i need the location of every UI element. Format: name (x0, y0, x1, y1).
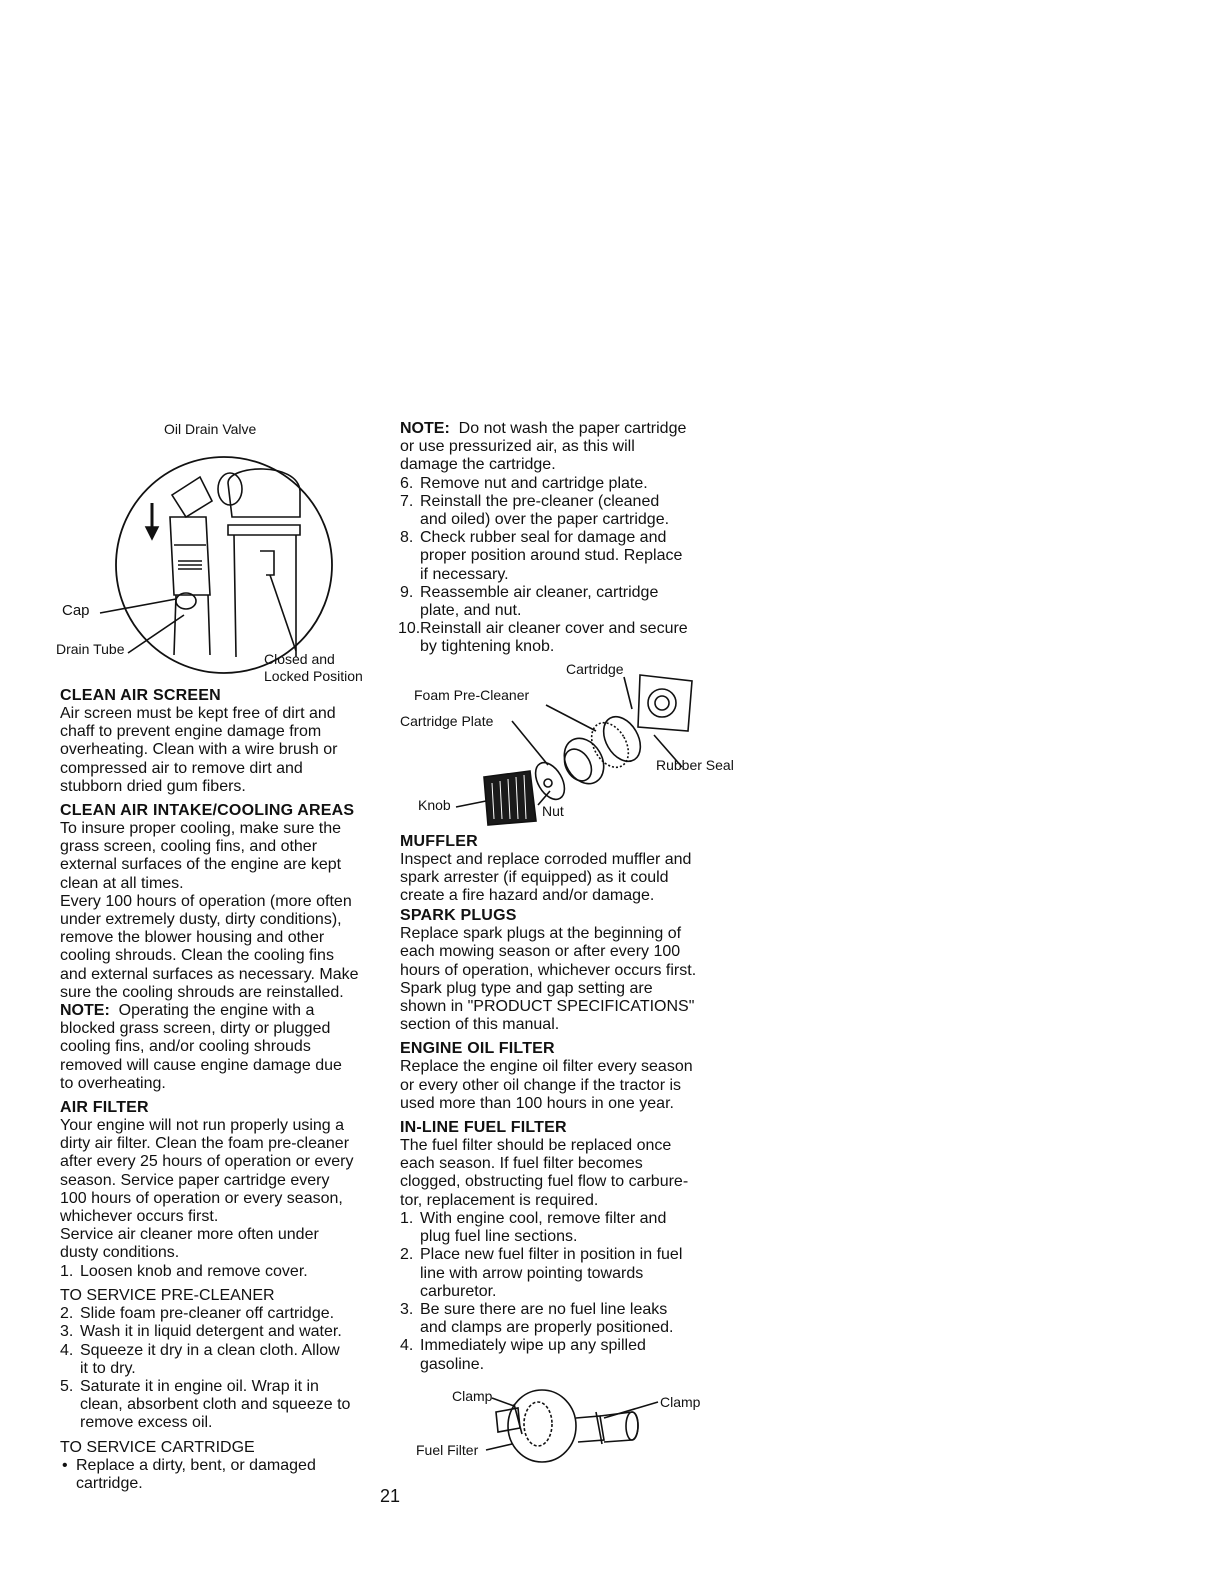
list-item (400, 493, 735, 529)
step-number: 3. (400, 1300, 414, 1318)
clamp-right-label: Clamp (660, 1393, 701, 1410)
note-label: NOTE: (400, 420, 450, 437)
text-line: section of this manual. (400, 1016, 560, 1034)
text-line: Loosen knob and remove cover. (80, 1262, 308, 1280)
list-item (400, 1210, 735, 1246)
text-line: Spark plug type and gap setting are (400, 979, 653, 997)
text-line: plug fuel line sections. (420, 1228, 578, 1246)
text-line: spark arrester (if equipped) as it could (400, 868, 669, 886)
oil-drain-valve-figure (56, 421, 390, 685)
list-item (60, 1457, 390, 1493)
text-line: Squeeze it dry in a clean cloth. Allow (80, 1341, 340, 1359)
text-line: and oiled) over the paper cartridge. (420, 511, 670, 529)
text-line: overheating. Clean with a wire brush or (60, 741, 338, 759)
rubber-seal-label: Rubber Seal (656, 756, 734, 773)
text-line: cartridge. (76, 1474, 143, 1492)
air-cleaner-figure (400, 657, 735, 827)
fuel-filter-step-list (400, 1210, 735, 1374)
cap-label: Cap (62, 602, 90, 619)
text-line: blocked grass screen, dirty or plugged (60, 1020, 331, 1038)
spark-plugs-heading: SPARK PLUGS (400, 907, 517, 925)
text-line: Immediately wipe up any spilled (420, 1337, 646, 1355)
locked-position-label: Locked Position (264, 668, 363, 684)
air-filter-step-list (60, 1263, 390, 1281)
cartridge-bullet-list (60, 1457, 390, 1493)
cartridge-label: Cartridge (566, 660, 624, 677)
left-column (56, 421, 390, 1493)
air-cleaner-step-list (400, 475, 735, 657)
text-line: hours of operation, whichever occurs first. (400, 961, 697, 979)
text-line: Reinstall the pre-cleaner (cleaned (420, 492, 660, 510)
step-number: 2. (60, 1305, 74, 1323)
text-line: Air screen must be kept free of dirt and (60, 705, 336, 722)
text-line: under extremely dusty, dirty conditions), (60, 911, 342, 929)
engine-oil-filter-heading: ENGINE OIL FILTER (400, 1040, 555, 1058)
text-line: Replace spark plugs at the beginning of (400, 925, 682, 943)
closed-and-label: Closed and (264, 651, 335, 667)
text-line: create a fire hazard and/or damage. (400, 887, 655, 905)
text-line: To insure proper cooling, make sure the (60, 820, 342, 838)
step-number: 4. (60, 1341, 74, 1359)
text-line: each mowing season or after every 100 (400, 943, 681, 961)
text-line: whichever occurs first. (60, 1208, 219, 1226)
text-line: line with arrow pointing towards (420, 1264, 644, 1282)
nut-label: Nut (542, 802, 564, 819)
fuel-filter-figure (400, 1378, 735, 1478)
list-item (60, 1305, 390, 1323)
text-line: Be sure there are no fuel line leaks (420, 1300, 668, 1318)
text-line: chaff to prevent engine damage from (60, 723, 322, 741)
text-line: cooling fins, and/or cooling shrouds (60, 1038, 311, 1056)
engine-oil-filter-paragraph (400, 1058, 735, 1113)
overheating-note (60, 1002, 390, 1093)
foam-pre-cleaner-label: Foam Pre-Cleaner (414, 686, 530, 703)
cartridge-plate-label: Cartridge Plate (400, 712, 494, 729)
service-pre-cleaner-heading: TO SERVICE PRE-CLEANER (60, 1286, 275, 1304)
text-line: clean, absorbent cloth and squeeze to (80, 1396, 351, 1414)
text-line: grass screen, cooling fins, and other (60, 838, 318, 856)
text-line: after every 25 hours of operation or every (60, 1153, 354, 1171)
text-line: Every 100 hours of operation (more often (60, 892, 352, 910)
text-line: cooling shrouds. Clean the cooling fins (60, 947, 334, 965)
text-line: Reassemble air cleaner, cartridge (420, 583, 659, 601)
text-line: dirty air filter. Clean the foam pre-cleaner (60, 1135, 350, 1153)
text-line: each season. If fuel filter becomes (400, 1155, 643, 1173)
fuel-filter-paragraph (400, 1137, 735, 1210)
list-item (400, 1301, 735, 1337)
text-line: Service air cleaner more often under (60, 1226, 319, 1244)
text-line: carburetor. (420, 1282, 497, 1300)
text-line: removed will cause engine damage due (60, 1056, 342, 1074)
text-line: The fuel filter should be replaced once (400, 1137, 672, 1155)
paper-cartridge-note (400, 420, 735, 475)
service-cartridge-heading: TO SERVICE CARTRIDGE (60, 1438, 255, 1456)
step-number: 3. (60, 1323, 74, 1341)
list-item (400, 529, 735, 584)
text-line: clean at all times. (60, 874, 184, 892)
text-line: Remove nut and cartridge plate. (420, 474, 648, 492)
text-line: shown in "PRODUCT SPECIFICATIONS" (400, 998, 695, 1016)
text-line: proper position around stud. Replace (420, 547, 683, 565)
step-number: 5. (60, 1377, 74, 1395)
text-line: Your engine will not run properly using a (60, 1117, 345, 1135)
list-item (60, 1342, 390, 1378)
text-line: clogged, obstructing fuel flow to carbure- (400, 1173, 689, 1191)
text-line: With engine cool, remove filter and (420, 1209, 667, 1227)
list-item (400, 475, 735, 493)
text-line: Saturate it in engine oil. Wrap it in (80, 1377, 319, 1395)
step-number: 2. (400, 1246, 414, 1264)
in-line-fuel-filter-heading: IN-LINE FUEL FILTER (400, 1119, 567, 1137)
text-line: sure the cooling shrouds are reinstalled. (60, 983, 344, 1001)
list-item (400, 1246, 735, 1301)
drain-tube-label: Drain Tube (56, 641, 125, 657)
text-line: Wash it in liquid detergent and water. (80, 1323, 342, 1341)
oil-drain-valve-label: Oil Drain Valve (164, 421, 257, 437)
clamp-left-label: Clamp (452, 1387, 493, 1404)
text-line: and clamps are properly positioned. (420, 1319, 674, 1337)
text-line: dusty conditions. (60, 1244, 180, 1262)
fuel-filter-label: Fuel Filter (416, 1441, 479, 1458)
text-line: Check rubber seal for damage and (420, 529, 667, 547)
clean-air-intake-heading: CLEAN AIR INTAKE/COOLING AREAS (60, 802, 355, 820)
air-filter-paragraph-1 (60, 1117, 390, 1226)
step-number: 7. (400, 492, 414, 510)
air-filter-paragraph-2 (60, 1226, 390, 1262)
text-line: used more than 100 hours in one year. (400, 1094, 674, 1112)
text-line: and external surfaces as necessary. Make (60, 965, 359, 983)
text-line: 100 hours of operation or every season, (60, 1189, 343, 1207)
list-item (400, 584, 735, 620)
text-line: Inspect and replace corroded muffler and (400, 850, 692, 868)
text-line: to overheating. (60, 1074, 166, 1092)
text-line: damage the cartridge. (400, 456, 556, 474)
list-item (60, 1263, 390, 1281)
knob-label: Knob (418, 796, 451, 813)
list-item (60, 1378, 390, 1433)
step-number: 8. (400, 529, 414, 547)
text-line: or use pressurized air, as this will (400, 438, 635, 456)
text-line: stubborn dried gum fibers. (60, 777, 246, 795)
text-line: Operating the engine with a (118, 1002, 315, 1020)
text-line: compressed air to remove dirt and (60, 759, 303, 777)
list-item (400, 1337, 735, 1373)
step-number: 4. (400, 1337, 414, 1355)
text-line: external surfaces of the engine are kept (60, 856, 342, 874)
step-number: 6. (400, 474, 414, 492)
text-line: remove the blower housing and other (60, 929, 325, 947)
text-line: remove excess oil. (80, 1414, 213, 1432)
step-number: 10. (398, 620, 421, 638)
text-line: Slide foam pre-cleaner off cartridge. (80, 1305, 335, 1323)
text-line: Place new fuel filter in position in fuel (420, 1246, 683, 1264)
right-column (400, 420, 735, 1478)
text-line: Reinstall air cleaner cover and secure (420, 620, 688, 638)
text-line: tor, replacement is required. (400, 1191, 599, 1209)
list-item (400, 620, 735, 656)
step-number: 1. (400, 1209, 414, 1227)
text-line: gasoline. (420, 1355, 485, 1373)
text-line: by tightening knob. (420, 638, 555, 656)
list-item (60, 1323, 390, 1341)
muffler-heading: MUFFLER (400, 832, 478, 850)
fuel-filter-illustration (400, 1378, 735, 1478)
step-number: 1. (60, 1262, 74, 1280)
note-label: NOTE: (60, 1002, 110, 1020)
text-line: Replace the engine oil filter every season (400, 1058, 693, 1076)
step-number: 9. (400, 583, 414, 601)
clean-air-screen-paragraph (60, 705, 390, 796)
text-line: Do not wash the paper cartridge (458, 420, 687, 437)
text-line: season. Service paper cartridge every (60, 1171, 330, 1189)
text-line: if necessary. (420, 565, 509, 583)
text-line: it to dry. (80, 1359, 136, 1377)
pre-cleaner-step-list (60, 1305, 390, 1432)
text-line: or every other oil change if the tractor is (400, 1076, 682, 1094)
muffler-paragraph (400, 851, 735, 906)
air-filter-heading: AIR FILTER (60, 1099, 149, 1117)
spark-plugs-paragraph (400, 925, 735, 1034)
clean-air-screen-heading: CLEAN AIR SCREEN (60, 687, 221, 704)
text-line: Replace a dirty, bent, or damaged (76, 1456, 316, 1474)
page-number: 21 (380, 1486, 401, 1506)
clean-air-intake-paragraph-2 (60, 893, 390, 1002)
clean-air-intake-paragraph-1 (60, 820, 390, 893)
text-line: plate, and nut. (420, 602, 522, 620)
